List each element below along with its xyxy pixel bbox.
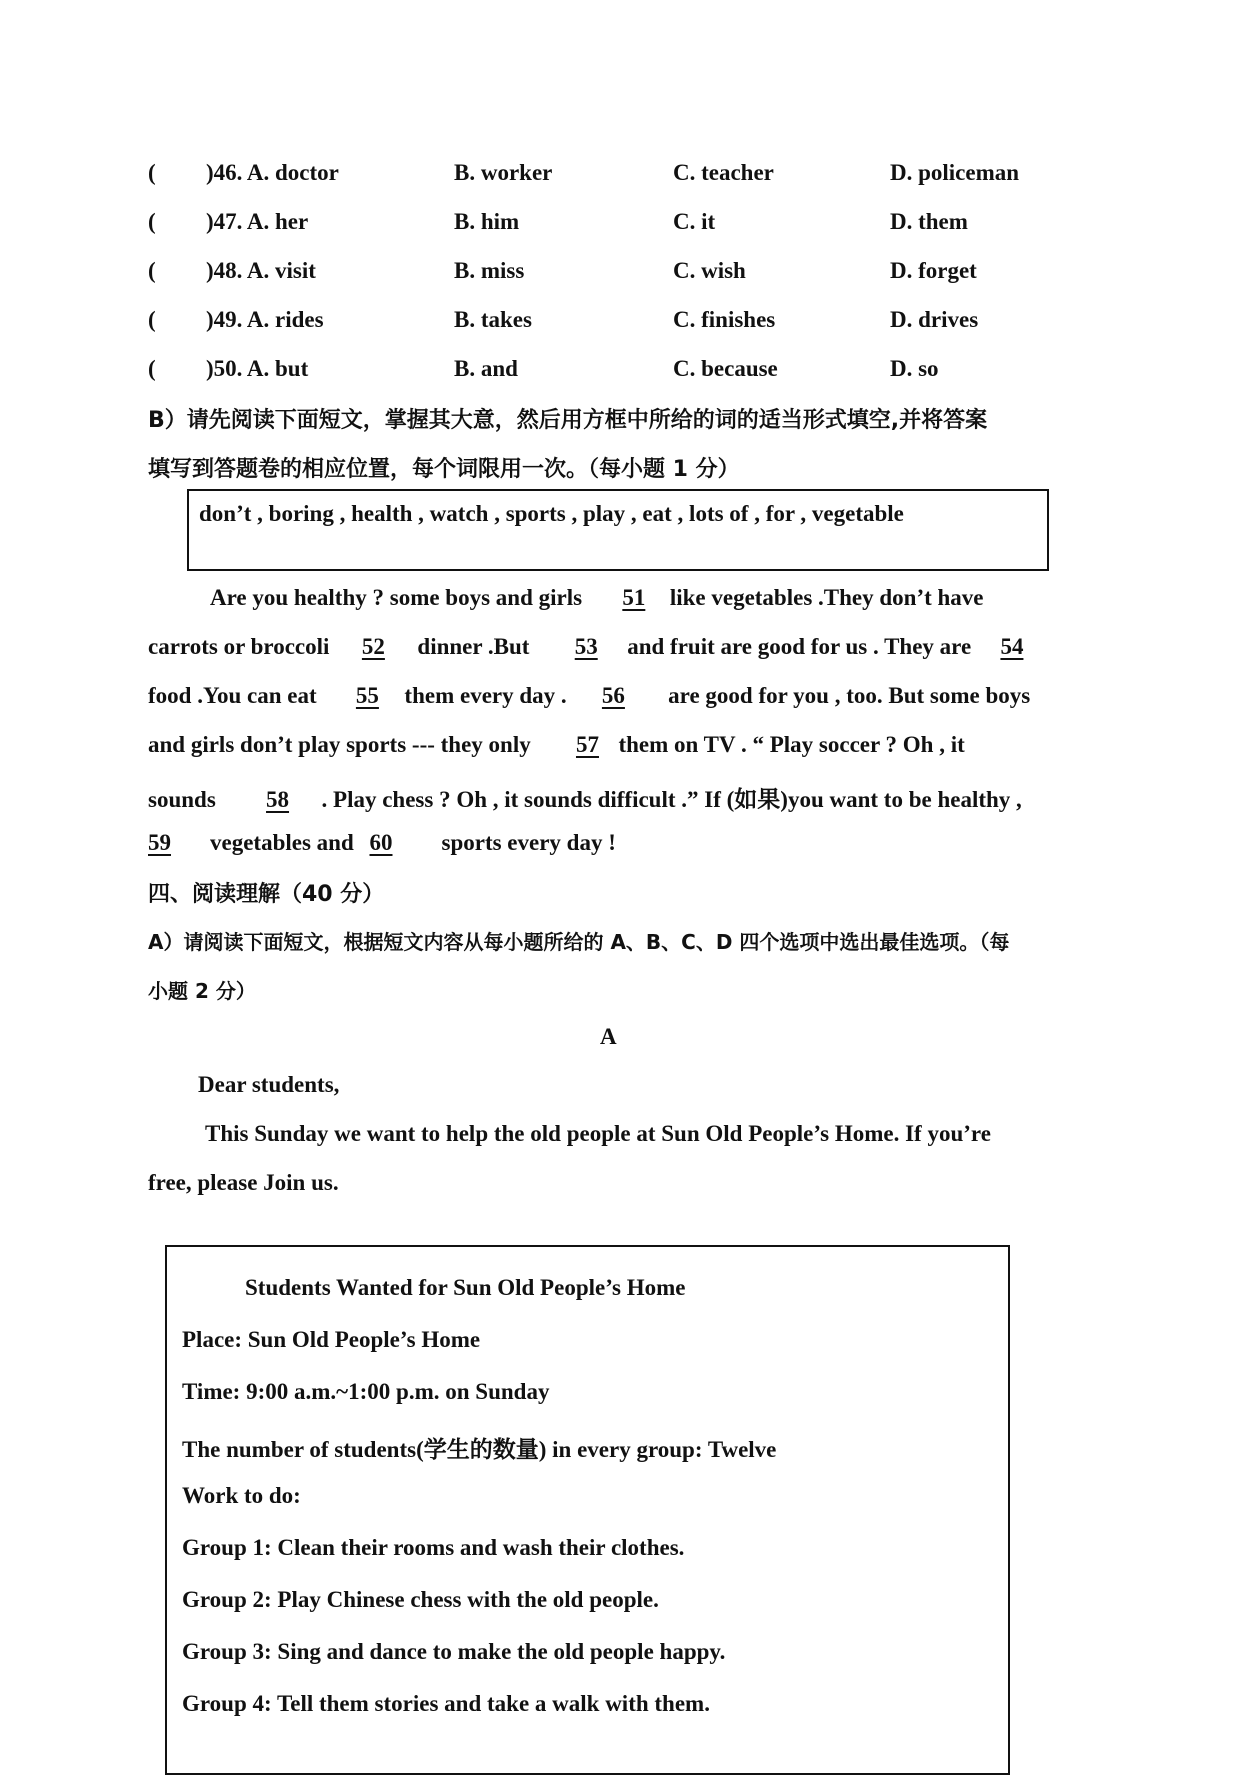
blank-52: 52 — [361, 634, 385, 659]
passage-text: them on TV . “ Play soccer ? Oh , it — [618, 732, 965, 757]
blank-54: 54 — [1000, 634, 1024, 659]
passage-label: A — [600, 1024, 617, 1049]
answer-paren: ( — [148, 209, 156, 234]
notice-group-1: Group 1: Clean their rooms and wash their clothes. — [182, 1535, 685, 1560]
question-row-50 — [148, 356, 1128, 386]
blank-58: 58 — [266, 787, 290, 812]
passage-text: are good for you , too. But some boys — [668, 683, 1031, 708]
notice-group-2: Group 2: Play Chinese chess with the old people. — [182, 1587, 659, 1612]
passage-text: them every day . — [404, 683, 567, 708]
passage-text: carrots or broccoli — [148, 634, 330, 659]
question-row-49 — [148, 307, 1128, 337]
passage-text: sports every day ! — [441, 830, 616, 855]
question-number-option-a: )46. A. doctor — [206, 160, 339, 185]
blank-60: 60 — [369, 830, 393, 855]
notice-time: Time: 9:00 a.m.~1:00 p.m. on Sunday — [182, 1379, 550, 1404]
passage-line-6 — [148, 830, 1092, 856]
option-d: D. so — [890, 356, 939, 381]
section-4-heading: 四、阅读理解（40 分） — [148, 882, 385, 907]
question-number-option-a: )47. A. her — [206, 209, 309, 234]
letter-greeting: Dear students, — [198, 1072, 340, 1097]
word-bank-box — [187, 489, 1049, 571]
blank-56: 56 — [601, 683, 625, 708]
section-4-instruction-line2: 小题 2 分） — [148, 979, 256, 1003]
option-b: B. worker — [454, 160, 553, 185]
notice-work: Work to do: — [182, 1483, 301, 1508]
option-c: C. finishes — [673, 307, 776, 332]
letter-body-line1: This Sunday we want to help the old people at Sun Old People’s Home. If you’re — [205, 1121, 991, 1146]
question-number-option-a: )48. A. visit — [206, 258, 316, 283]
passage-line-5 — [148, 781, 1092, 814]
passage-text: dinner .But — [417, 634, 530, 659]
notice-number: The number of students(学生的数量) in every group: Twelve — [182, 1437, 777, 1462]
passage-line-3 — [148, 683, 1092, 709]
notice-place: Place: Sun Old People’s Home — [182, 1327, 481, 1352]
answer-paren: ( — [148, 307, 156, 332]
option-c: C. it — [673, 209, 716, 234]
passage-text: sounds — [148, 787, 216, 812]
notice-group-3: Group 3: Sing and dance to make the old people happy. — [182, 1639, 726, 1664]
answer-paren: ( — [148, 160, 156, 185]
passage-text: Are you healthy ? some boys and girls — [210, 585, 583, 610]
passage-text: and girls don’t play sports --- they only — [148, 732, 531, 757]
blank-53: 53 — [574, 634, 598, 659]
option-b: B. takes — [454, 307, 532, 332]
option-d: D. policeman — [890, 160, 1020, 185]
notice-box — [165, 1245, 1010, 1775]
question-row-47 — [148, 209, 1128, 239]
passage-text: food .You can eat — [148, 683, 317, 708]
blank-57: 57 — [575, 732, 599, 757]
notice-group-4: Group 4: Tell them stories and take a walk with them. — [182, 1691, 710, 1716]
option-d: D. forget — [890, 258, 977, 283]
answer-paren: ( — [148, 258, 156, 283]
passage-text: . Play chess ? Oh , it sounds difficult .” If (如果)you want to be healthy , — [321, 787, 1022, 812]
blank-55: 55 — [355, 683, 379, 708]
passage-line-1 — [148, 585, 1092, 611]
question-number-option-a: )49. A. rides — [206, 307, 324, 332]
question-number-option-a: )50. A. but — [206, 356, 309, 381]
option-b: B. and — [454, 356, 518, 381]
passage-text: like vegetables .They don’t have — [669, 585, 984, 610]
letter-body-line2: free, please Join us. — [148, 1170, 339, 1195]
option-b: B. miss — [454, 258, 525, 283]
option-c: C. teacher — [673, 160, 774, 185]
blank-59: 59 — [148, 830, 171, 855]
option-d: D. them — [890, 209, 968, 234]
passage-line-4 — [148, 732, 1092, 758]
question-row-46 — [148, 160, 1128, 190]
option-b: B. him — [454, 209, 520, 234]
option-d: D. drives — [890, 307, 979, 332]
option-c: C. because — [673, 356, 778, 381]
question-row-48 — [148, 258, 1128, 288]
section-b-instruction-line1: B）请先阅读下面短文，掌握其大意，然后用方框中所给的词的适当形式填空,并将答案 — [148, 408, 988, 433]
passage-text: vegetables and — [210, 830, 354, 855]
section-4-instruction-line1: A）请阅读下面短文，根据短文内容从每小题所给的 A、B、C、D 四个选项中选出最佳选项。（每 — [148, 930, 1010, 954]
blank-51: 51 — [622, 585, 646, 610]
section-b-instruction-line2: 填写到答题卷的相应位置，每个词限用一次。（每小题 1 分） — [148, 457, 740, 482]
answer-paren: ( — [148, 356, 156, 381]
option-c: C. wish — [673, 258, 746, 283]
notice-title: Students Wanted for Sun Old People’s Home — [245, 1275, 686, 1300]
passage-line-2 — [148, 634, 1092, 660]
word-bank-text: don’t , boring , health , watch , sports , play , eat , lots of , for , vegetable — [199, 501, 904, 526]
passage-text: and fruit are good for us . They are — [627, 634, 972, 659]
